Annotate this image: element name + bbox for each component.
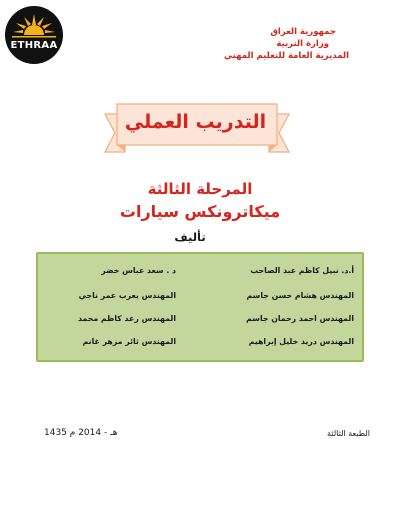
author-name: المهندس يعرب عمر ناجي: [78, 291, 176, 300]
author-name: المهندس احمد رحمان جاسم: [246, 314, 354, 323]
logo-text: ETHRAA: [10, 40, 58, 51]
header-line-ministry: وزارة التربية: [276, 39, 329, 49]
author-name: المهندس دريد خليل إبراهيم: [248, 337, 354, 346]
author-name: المهندس رعد كاظم محمد: [78, 314, 176, 323]
authors-row: [46, 266, 354, 280]
banner-title: التدريب العملي: [124, 111, 267, 133]
author-name: د . سعد عباس خضر: [101, 266, 176, 275]
stage-title: المرحلة الثالثة: [147, 180, 253, 198]
edition-label: الطبعة الثالثة: [327, 429, 370, 438]
sunburst-logo-icon: [4, 5, 64, 65]
subject-title: ميكاترونكس سيارات: [119, 202, 281, 221]
publication-date: 1435 هـ - 2014 م: [44, 428, 118, 438]
authors-row: [46, 314, 354, 328]
author-name: المهندس هشام حسن جاسم: [246, 291, 354, 300]
header-line-country: جمهورية العراق: [270, 27, 336, 37]
authors-row: [46, 291, 354, 305]
authors-row: [46, 337, 354, 351]
author-name: أ.د. نبيل كاظم عبد الصاحب: [250, 266, 354, 275]
ethraa-logo: [4, 5, 64, 65]
author-name: المهندس ثائر مزهر غانم: [82, 337, 176, 346]
authors-box: [36, 252, 364, 362]
header-line-directorate: المديرية العامة للتعليم المهني: [224, 51, 349, 61]
author-label: تأليف: [174, 230, 206, 244]
ministry-header: [169, 26, 349, 62]
